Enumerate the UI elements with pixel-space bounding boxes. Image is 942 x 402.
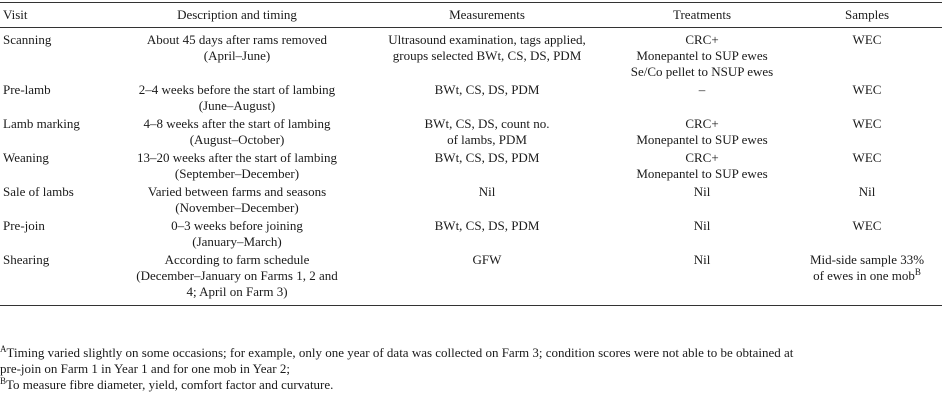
cell-line: Ultrasound examination, tags applied, [388, 32, 586, 47]
cell-treatments [612, 116, 792, 150]
cell-description [112, 116, 362, 150]
visit-schedule-table [0, 2, 942, 306]
cell-treatments [612, 28, 792, 83]
cell-line: According to farm schedule [164, 252, 310, 267]
cell-description [112, 150, 362, 184]
cell-treatments [612, 218, 792, 252]
cell-line: 13–20 weeks after the start of lambing [137, 150, 337, 165]
cell-line: (June–August) [198, 98, 276, 113]
cell-line: Pre-lamb [3, 82, 51, 97]
cell-line: Nil [858, 184, 876, 199]
cell-line: 4; April on Farm 3) [186, 284, 288, 299]
cell-line: Monepantel to SUP ewes [636, 48, 768, 63]
cell-samples [792, 252, 942, 306]
cell-line: of ewes in one mob$^B$ [813, 267, 921, 283]
cell-line: – [698, 82, 706, 97]
cell-line: BWt, CS, DS, PDM [434, 150, 540, 165]
cell-line: Nil [693, 184, 711, 199]
cell-line: (August–October) [189, 132, 285, 147]
cell-line: Monepantel to SUP ewes [636, 132, 768, 147]
cell-samples [792, 116, 942, 150]
cell-measurements [362, 82, 612, 116]
cell-line: BWt, CS, DS, PDM [434, 218, 540, 233]
header-measurements: Measurements [362, 3, 612, 28]
header-row [0, 3, 942, 28]
cell-line: CRC+ [685, 32, 719, 47]
footnotes [0, 345, 942, 393]
cell-visit [0, 116, 112, 150]
header-description: Description and timing [112, 3, 362, 28]
table-row [0, 252, 942, 306]
cell-samples [792, 150, 942, 184]
cell-line: WEC [852, 218, 882, 233]
cell-samples [792, 28, 942, 83]
cell-measurements [362, 184, 612, 218]
cell-line: Pre-join [3, 218, 45, 233]
cell-line: CRC+ [685, 150, 719, 165]
cell-line: Nil [478, 184, 496, 199]
footnote-mark: A [0, 344, 7, 354]
cell-samples [792, 218, 942, 252]
cell-line: (April–June) [203, 48, 271, 63]
cell-line: WEC [852, 116, 882, 131]
cell-line: BWt, CS, DS, PDM [434, 82, 540, 97]
cell-line: Se/Co pellet to NSUP ewes [630, 64, 774, 79]
cell-measurements [362, 252, 612, 306]
cell-measurements [362, 28, 612, 83]
cell-line: groups selected BWt, CS, DS, PDM [392, 48, 582, 63]
cell-line: Nil [693, 218, 711, 233]
cell-line: 4–8 weeks after the start of lambing [143, 116, 331, 131]
cell-visit [0, 150, 112, 184]
cell-description [112, 218, 362, 252]
cell-visit [0, 218, 112, 252]
cell-line: WEC [852, 32, 882, 47]
cell-line: Weaning [3, 150, 49, 165]
footnote-line [0, 345, 942, 361]
table-row [0, 150, 942, 184]
cell-line: Monepantel to SUP ewes [636, 166, 768, 181]
cell-visit [0, 28, 112, 83]
cell-line: 0–3 weeks before joining [171, 218, 303, 233]
cell-line: WEC [852, 82, 882, 97]
cell-treatments [612, 82, 792, 116]
cell-visit [0, 184, 112, 218]
cell-line: Mid-side sample 33% [809, 252, 925, 267]
footnote-line [0, 361, 942, 377]
cell-line: Nil [693, 252, 711, 267]
cell-description [112, 28, 362, 83]
cell-treatments [612, 184, 792, 218]
footnote-text: Timing varied slightly on some occasions; for example, only one year of data was collected on Farm 3; condition scores were not able to be obtained at [6, 345, 794, 360]
cell-line: of lambs, PDM [447, 132, 527, 147]
cell-line: About 45 days after rams removed [146, 32, 328, 47]
cell-line: BWt, CS, DS, count no. [424, 116, 550, 131]
cell-measurements [362, 150, 612, 184]
table-row [0, 218, 942, 252]
cell-line: Shearing [3, 252, 50, 267]
cell-line: (November–December) [175, 200, 299, 215]
footnote-mark: B [914, 267, 921, 277]
cell-treatments [612, 150, 792, 184]
footnote-text: pre-join on Farm 1 in Year 1 and for one mob in Year 2; [0, 361, 290, 376]
cell-line: Varied between farms and seasons [147, 184, 327, 199]
table-row [0, 28, 942, 83]
cell-line: Scanning [3, 32, 52, 47]
cell-visit [0, 252, 112, 306]
footnote-text: To measure fibre diameter, yield, comfort factor and curvature. [6, 377, 334, 392]
header-treatments: Treatments [612, 3, 792, 28]
cell-line: (January–March) [192, 234, 282, 249]
cell-line: Lamb marking [3, 116, 80, 131]
cell-line: CRC+ [685, 116, 719, 131]
cell-line: Sale of lambs [3, 184, 74, 199]
cell-measurements [362, 218, 612, 252]
table-row [0, 116, 942, 150]
table-row [0, 184, 942, 218]
cell-line: WEC [852, 150, 882, 165]
cell-description [112, 184, 362, 218]
cell-measurements [362, 116, 612, 150]
cell-line: (September–December) [174, 166, 300, 181]
footnote-mark: B [0, 376, 7, 386]
cell-line: (December–January on Farms 1, 2 and [136, 268, 338, 283]
footnote-line [0, 377, 942, 393]
table-row [0, 82, 942, 116]
cell-description [112, 252, 362, 306]
cell-line: GFW [472, 252, 502, 267]
header-samples: Samples [792, 3, 942, 28]
header-visit: Visit [0, 3, 112, 28]
cell-samples [792, 82, 942, 116]
cell-line: 2–4 weeks before the start of lambing [138, 82, 336, 97]
cell-treatments [612, 252, 792, 306]
cell-visit [0, 82, 112, 116]
cell-description [112, 82, 362, 116]
cell-samples [792, 184, 942, 218]
